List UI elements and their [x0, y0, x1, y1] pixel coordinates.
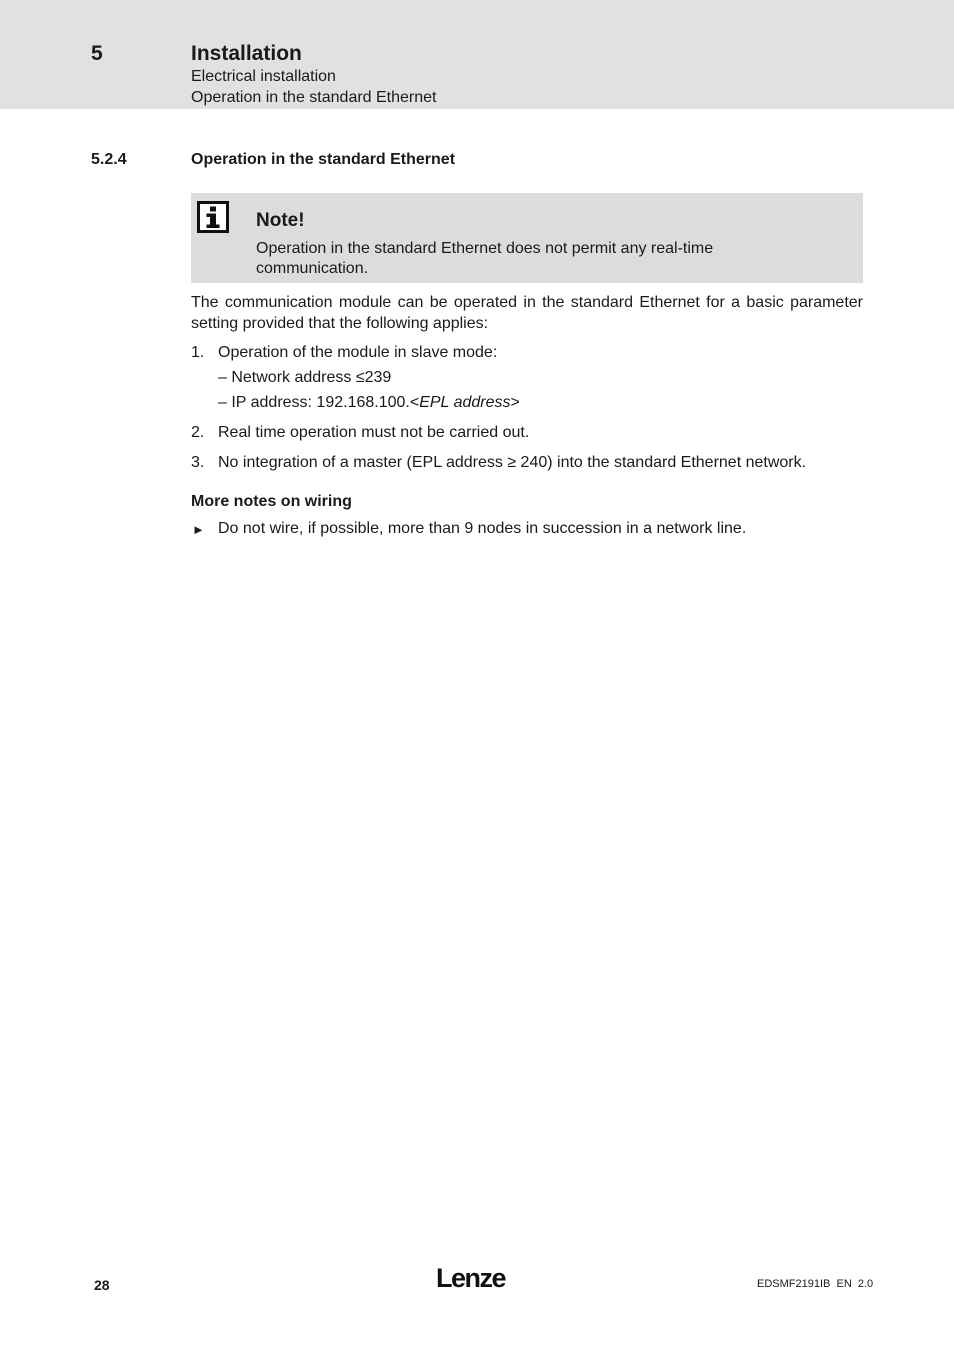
- document-code: [757, 1278, 873, 1290]
- wiring-bullet-text: Do not wire, if possible, more than 9 nodes in succession in a network line.: [218, 520, 747, 537]
- list-item-text: Operation of the module in slave mode:: [218, 344, 498, 361]
- list-item-number: 2.: [191, 424, 205, 441]
- document-code-text: EDSMF2191IB EN 2.0: [757, 1278, 874, 1290]
- page-number: 28: [94, 1277, 110, 1293]
- intro-paragraph: The communication module can be operated in the standard Ethernet for a basic parameter setting provided that the following applies:: [191, 294, 863, 332]
- chapter-number: 5: [91, 42, 103, 65]
- ip-address-prefix: – IP address: 192.168.100.<: [218, 394, 420, 411]
- wiring-heading: More notes on wiring: [191, 493, 352, 510]
- section-number: 5.2.4: [91, 151, 127, 168]
- epl-address-italic: EPL address: [419, 394, 511, 411]
- header-subtitle-electrical: Electrical installation: [191, 68, 336, 85]
- note-box: [191, 193, 863, 283]
- list-item-number: 3.: [191, 454, 205, 471]
- note-text: Operation in the standard Ethernet does not permit any real-time communication.: [256, 240, 714, 277]
- network-address-line: – Network address ≤239: [218, 369, 392, 386]
- ip-address-suffix: >: [510, 394, 520, 411]
- header-subtitle-operation: Operation in the standard Ethernet: [191, 89, 437, 106]
- triangle-right-icon: ►: [192, 522, 205, 537]
- ip-address-line: [218, 394, 520, 412]
- list-item-text: No integration of a master (EPL address ≥ 240) into the standard Ethernet network.: [218, 454, 807, 471]
- list-item-text: Real time operation must not be carried out.: [218, 424, 530, 441]
- info-icon: [197, 201, 229, 233]
- lenze-logo: Lenze: [436, 1263, 506, 1293]
- list-item-number: 1.: [191, 344, 205, 361]
- note-heading: Note!: [256, 210, 305, 231]
- chapter-title: Installation: [191, 42, 302, 65]
- section-title: Operation in the standard Ethernet: [191, 151, 456, 168]
- page-header-band: [0, 0, 954, 109]
